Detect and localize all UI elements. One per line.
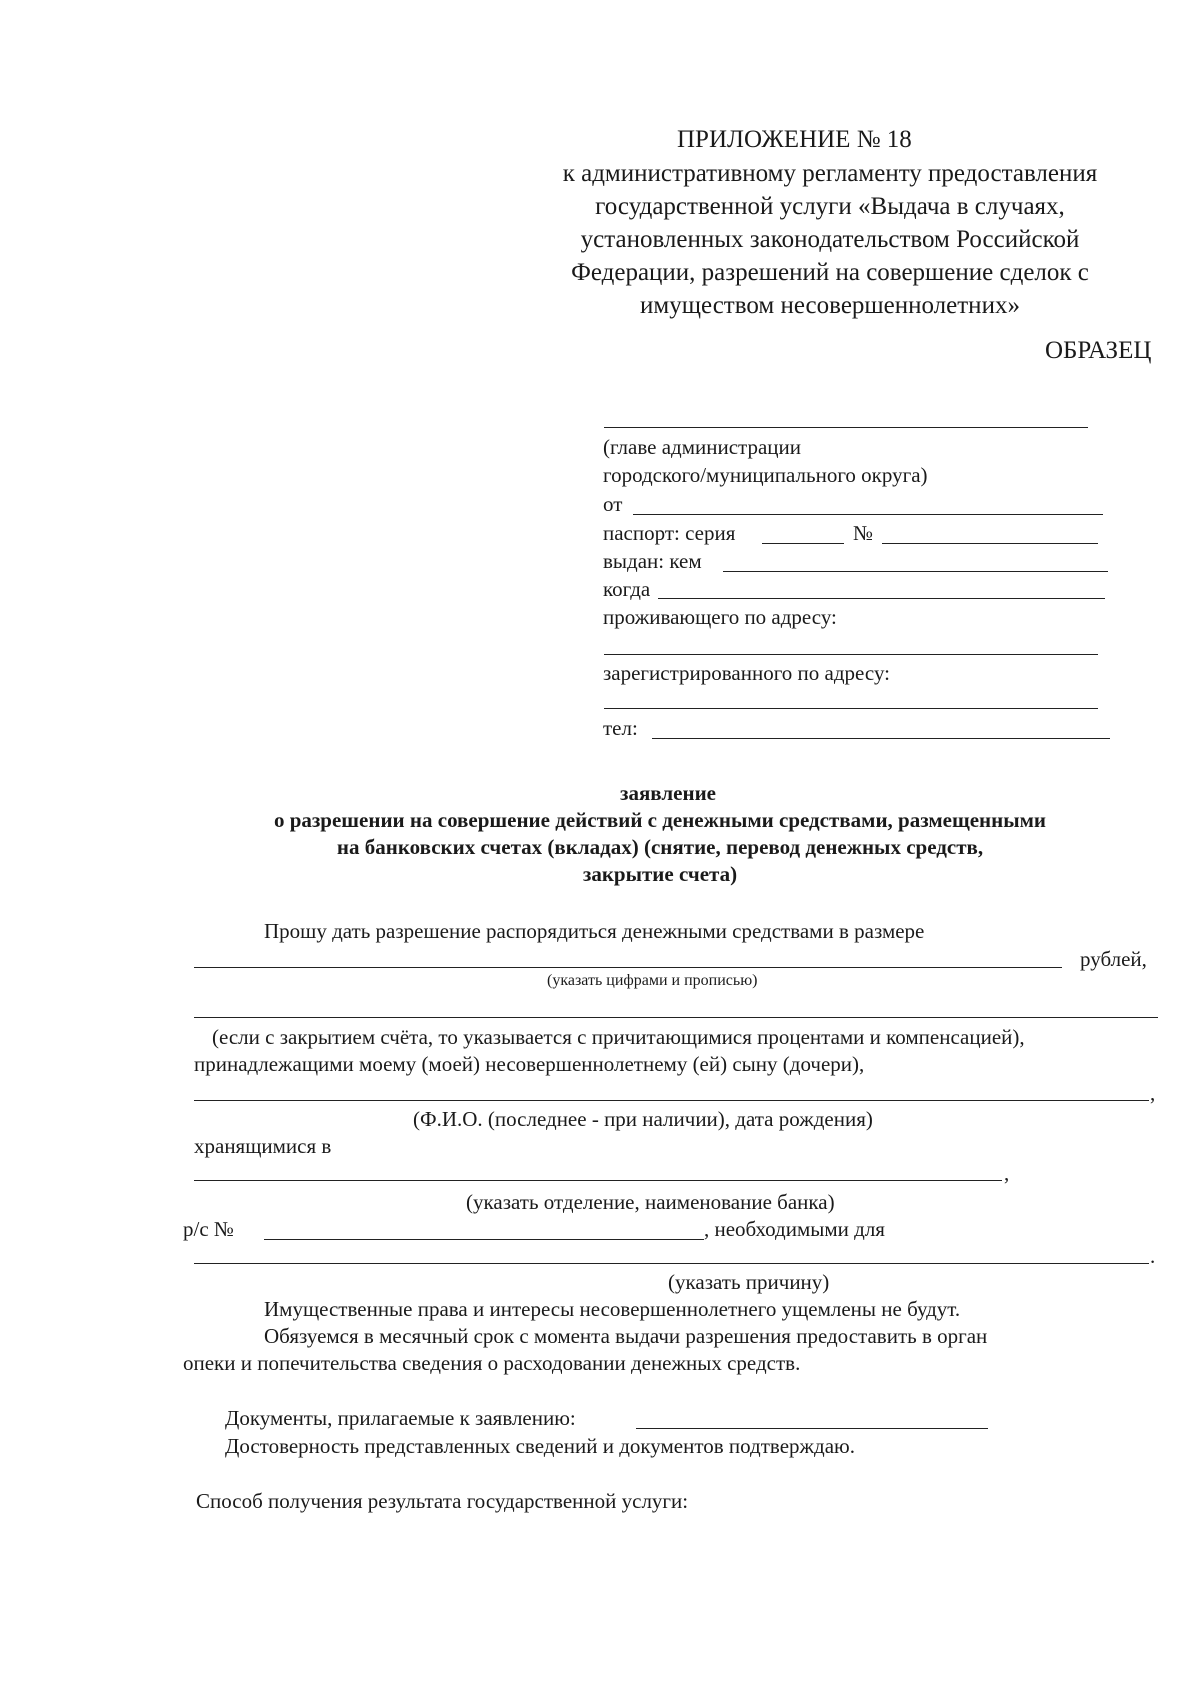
phone-label: тел: [603, 716, 638, 740]
documents-field[interactable] [636, 1428, 988, 1429]
when-label: когда [603, 577, 651, 601]
passport-series-field[interactable] [762, 543, 844, 544]
statement-title: заявление [620, 781, 716, 805]
issued-by-label: выдан: кем [603, 549, 702, 573]
belonging-text: принадлежащими моему (моей) несовершеннолетнему (ей) сыну (дочери), [194, 1052, 865, 1076]
passport-series-label: паспорт: серия [603, 521, 736, 545]
when-field[interactable] [658, 598, 1105, 599]
statement-subtitle: о разрешении на совершение действий с денежными средствами, размещенными [273, 808, 1047, 832]
reason-hint: (указать причину) [668, 1270, 830, 1294]
appendix-line: государственной услуги «Выдача в случаях, [595, 193, 1065, 220]
recipient-hint: (главе администрации [603, 435, 802, 459]
appendix-title: ПРИЛОЖЕНИЕ № 18 [677, 126, 912, 153]
appendix-line: имуществом несовершеннолетних» [640, 292, 1020, 319]
stored-in-label: хранящимися в [194, 1134, 332, 1158]
sample-mark: ОБРАЗЕЦ [1045, 337, 1152, 364]
rubles-suffix: рублей, [1080, 947, 1147, 971]
confirmation-text: Достоверность представленных сведений и документов подтверждаю. [225, 1434, 855, 1458]
from-field[interactable] [633, 514, 1103, 515]
residence-label: проживающего по адресу: [603, 605, 837, 629]
child-field[interactable] [194, 1100, 1149, 1101]
bank-field[interactable] [194, 1180, 1002, 1181]
residence-field[interactable] [604, 654, 1098, 655]
statement-subtitle: закрытие счета) [582, 862, 738, 886]
account-label: р/с № [183, 1217, 234, 1241]
appendix-line: установленных законодательством Российской [580, 226, 1080, 253]
amount-field[interactable] [194, 967, 1062, 968]
necessary-for: , необходимыми для [704, 1217, 885, 1241]
from-label: от [603, 492, 623, 516]
rights-statement: Имущественные права и интересы несовершеннолетнего ущемлены не будут. [264, 1297, 961, 1321]
amount-hint: (указать цифрами и прописью) [547, 972, 758, 989]
reason-field[interactable] [194, 1263, 1149, 1264]
recipient-hint: городского/муниципального округа) [603, 463, 928, 487]
result-method-label: Способ получения результата государственной услуги: [196, 1489, 689, 1513]
obligation-line: опеки и попечительства сведения о расходовании денежных средств. [183, 1351, 801, 1375]
registration-label: зарегистрированного по адресу: [603, 661, 890, 685]
issued-by-field[interactable] [723, 571, 1108, 572]
amount-continuation-field[interactable] [194, 1017, 1158, 1018]
request-text: Прошу дать разрешение распорядиться денежными средствами в размере [264, 919, 925, 943]
documents-label: Документы, прилагаемые к заявлению: [225, 1406, 576, 1430]
bank-hint: (указать отделение, наименование банка) [466, 1190, 835, 1214]
obligation-line: Обязуемся в месячный срок с момента выдачи разрешения предоставить в орган [264, 1324, 988, 1348]
passport-number-label: № [853, 521, 874, 545]
comma: , [1004, 1161, 1010, 1185]
phone-field[interactable] [652, 738, 1110, 739]
child-hint: (Ф.И.О. (последнее - при наличии), дата рождения) [413, 1107, 873, 1131]
passport-number-field[interactable] [882, 543, 1098, 544]
statement-subtitle: на банковских счетах (вкладах) (снятие, перевод денежных средств, [336, 835, 984, 859]
recipient-field[interactable] [604, 427, 1088, 428]
account-field[interactable] [264, 1239, 704, 1240]
appendix-line: Федерации, разрешений на совершение сделок с [571, 259, 1089, 286]
comma: , [1150, 1081, 1156, 1105]
period: . [1150, 1244, 1156, 1268]
closing-note: (если с закрытием счёта, то указывается с причитающимися процентами и компенсацией), [212, 1025, 1025, 1049]
registration-field[interactable] [604, 708, 1098, 709]
appendix-line: к административному регламенту предоставления [562, 160, 1098, 187]
